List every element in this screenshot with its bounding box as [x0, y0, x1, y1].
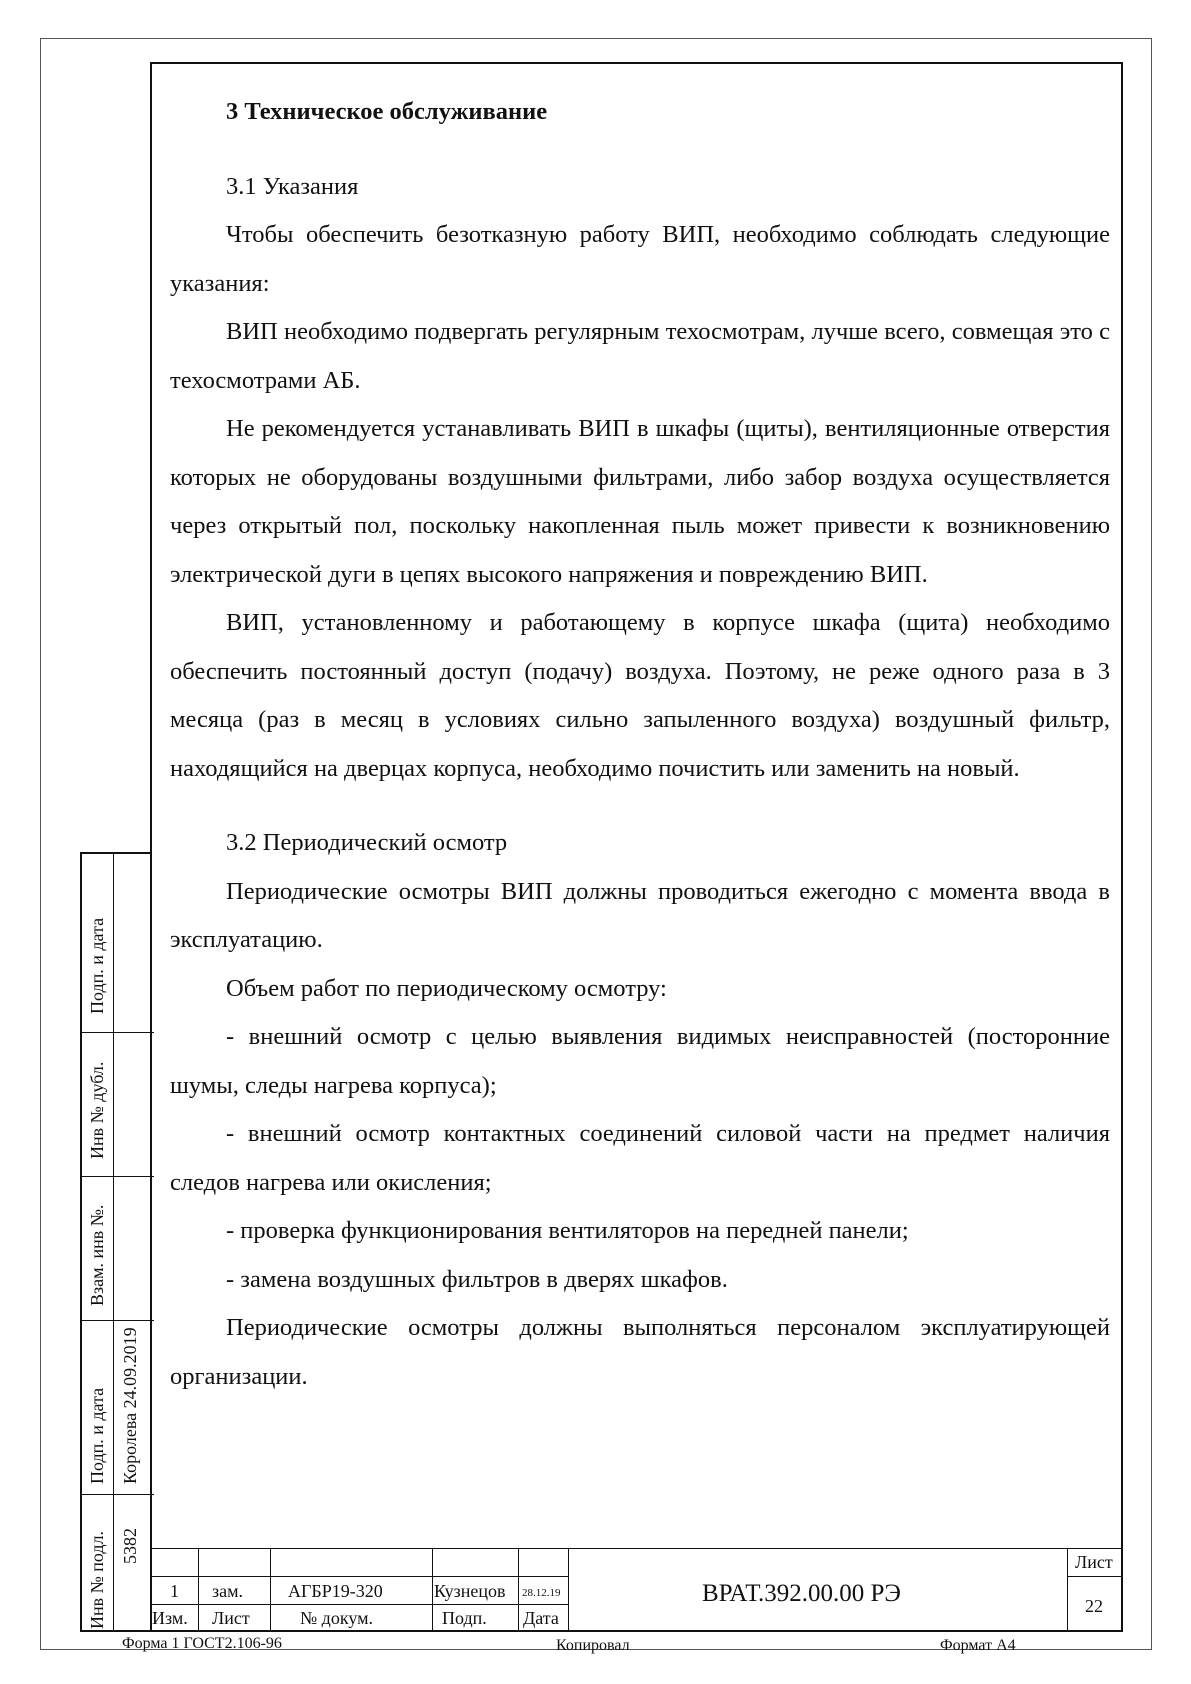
paragraph: ВИП необходимо подвергать регулярным техосмотрам, лучше всего, совмещая это с техосмотрами АБ. [170, 318, 1110, 394]
doc-number-label: № докум. [300, 1608, 373, 1628]
side-label-podp-data-2: Подп. и дата [87, 1387, 107, 1484]
izm-value: 1 [170, 1581, 179, 1601]
signature-label: Подп. [442, 1608, 487, 1628]
paragraph: ВИП, установленному и работающему в корпусе шкафа (щита) необходимо обеспечить постоянный доступ (подачу) воздуха. Поэтому, не реже одного раза в 3 месяца (раз в месяц в условиях сильно запыленного воздуха) воздушный фильтр, находящийся на дверцах корпуса, необходимо почистить или заменить на новый. [170, 609, 1110, 782]
title-block [150, 1548, 1123, 1632]
list-value: зам. [212, 1581, 243, 1601]
document-designation: ВРАТ.392.00.00 РЭ [702, 1580, 901, 1607]
subsection-title-2: 3.2 Периодический осмотр [226, 829, 508, 856]
document-body [170, 88, 1110, 1401]
side-stamp [80, 852, 152, 1632]
copied-caption: Копировал [556, 1637, 630, 1654]
side-signature: Королева 24.09.2019 [120, 1327, 140, 1484]
side-inv-number: 5382 [120, 1528, 140, 1564]
paragraph: Периодические осмотры должны выполняться персоналом эксплуатирующей организации. [170, 1314, 1110, 1390]
side-label-podp-data: Подп. и дата [87, 917, 107, 1014]
list-item: - внешний осмотр с целью выявления видимых неисправностей (посторонние шумы, следы нагрева корпуса); [170, 1023, 1110, 1099]
subsection-title-1: 3.1 Указания [226, 172, 359, 200]
side-label-inv-podl: Инв № подл. [87, 1530, 107, 1629]
side-label-vzam-inv: Взам. инв №. [87, 1204, 107, 1306]
side-label-inv-dubl: Инв № дубл. [87, 1061, 107, 1159]
paragraph: Не рекомендуется устанавливать ВИП в шкафы (щиты), вентиляционные отверстия которых не оборудованы воздушными фильтрами, либо забор воздуха осуществляется через открытый пол, поскольку накопленная пыль может привести к возникновению электрической дуги в цепях высокого напряжения и повреждению ВИП. [170, 415, 1110, 588]
paragraph: Чтобы обеспечить безотказную работу ВИП, необходимо соблюдать следующие указания: [170, 221, 1110, 297]
sheet-label: Лист [1075, 1552, 1113, 1572]
list-item: - внешний осмотр контактных соединений силовой части на предмет наличия следов нагрева или окисления; [170, 1120, 1110, 1196]
date-label: Дата [523, 1608, 559, 1628]
section-heading: 3 Техническое обслуживание [226, 98, 548, 125]
form-caption: Форма 1 ГОСТ2.106-96 [122, 1635, 282, 1652]
doc-number-value: АГБР19-320 [288, 1581, 383, 1601]
signature-value: Кузнецов [434, 1581, 506, 1601]
sheet-number: 22 [1085, 1596, 1103, 1616]
list-label: Лист [212, 1608, 250, 1628]
format-caption: Формат А4 [940, 1637, 1016, 1654]
spacer [170, 793, 1110, 819]
date-value: 28.12.19 [522, 1587, 561, 1599]
paragraph: Периодические осмотры ВИП должны проводиться ежегодно с момента ввода в эксплуатацию. [170, 877, 1110, 953]
paragraph: Объем работ по периодическому осмотру: [226, 974, 667, 1002]
list-item: - проверка функционирования вентиляторов на передней панели; [226, 1217, 909, 1244]
izm-label: Изм. [152, 1608, 188, 1628]
list-item: - замена воздушных фильтров в дверях шкафов. [226, 1265, 728, 1293]
